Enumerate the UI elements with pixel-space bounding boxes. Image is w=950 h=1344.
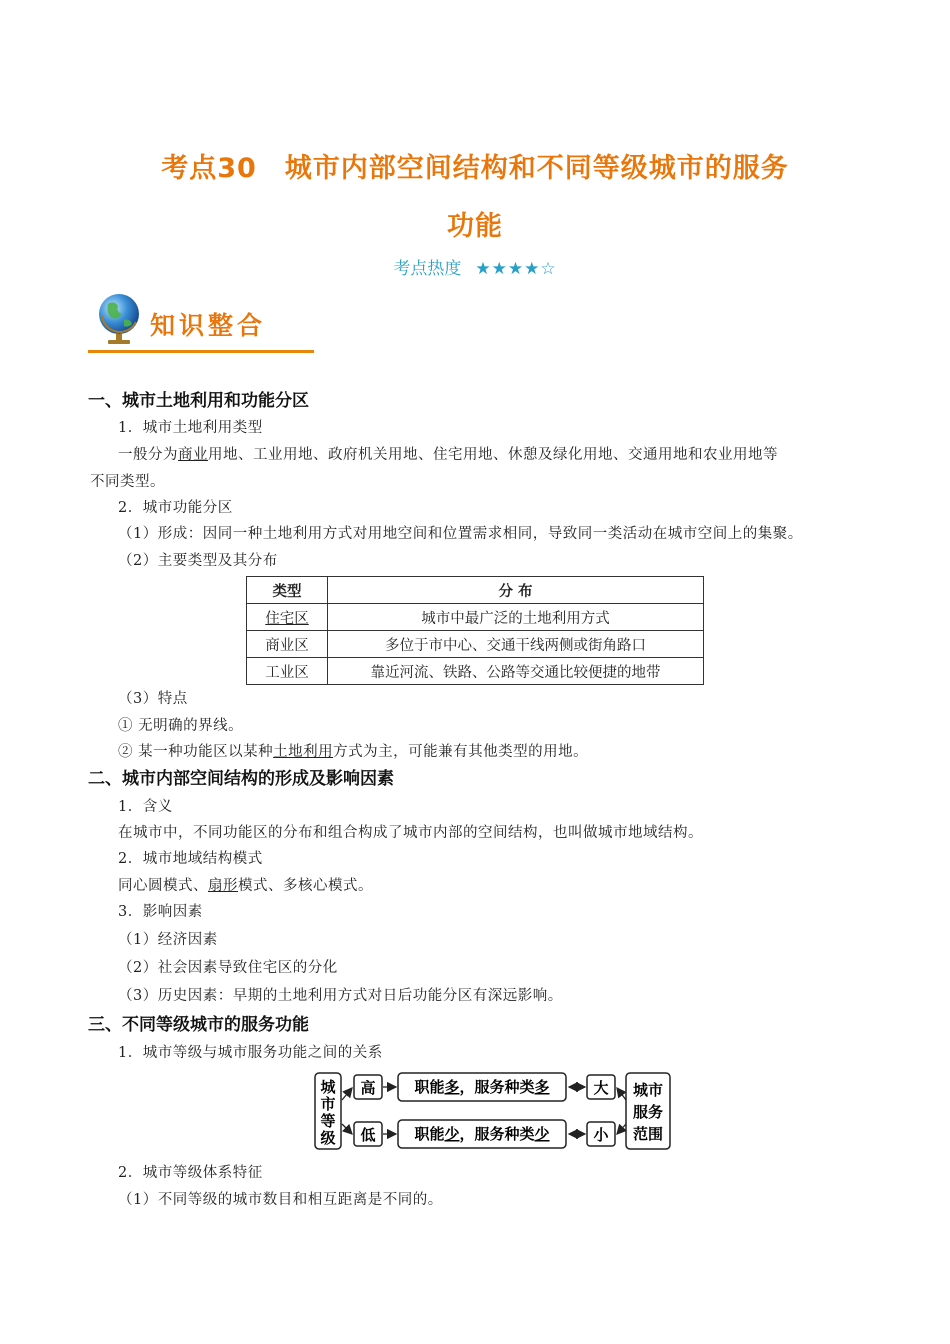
banner-underline [88, 350, 314, 353]
city-level-char: 城 [320, 1078, 336, 1096]
s1-feature-1: ① 无明确的界线。 [118, 718, 244, 734]
s1-features-label: （3）特点 [118, 691, 188, 707]
s1-sub2: 2．城市功能分区 [118, 500, 233, 516]
title-line-1: 考点30 城市内部空间结构和不同等级城市的服务 [161, 153, 789, 184]
service-range-line: 范围 [632, 1125, 664, 1143]
table-row [247, 604, 704, 631]
table-cell: 商业区 [247, 631, 328, 658]
heat-label: 考点热度 [393, 259, 462, 279]
s2-modes-post: 模式、多核心模式。 [238, 878, 373, 894]
table-row [247, 631, 704, 658]
s2-sub3: 3．影响因素 [118, 904, 203, 920]
city-level-char: 等 [320, 1112, 336, 1130]
heat-rating [0, 254, 950, 279]
table-cell: 靠近河流、铁路、公路等交通比较便捷的地带 [328, 658, 704, 685]
big-label: 大 [593, 1079, 609, 1097]
high-label: 高 [360, 1079, 376, 1097]
s2-factor-2: （2）社会因素导致住宅区的分化 [118, 960, 338, 976]
globe-icon [94, 290, 144, 348]
table-cell: 城市中最广泛的土地利用方式 [328, 604, 704, 631]
s2-sub1: 1．含义 [118, 799, 173, 815]
service-range-line: 城市 [632, 1081, 664, 1099]
s1-paragraph-1 [118, 443, 778, 464]
table-cell: 工业区 [247, 658, 328, 685]
s2-modes-pre: 同心圆模式、 [118, 878, 208, 894]
table-header-row [247, 577, 704, 604]
s1-f2-underline: 土地利用 [273, 744, 334, 760]
section-2-heading: 二、城市内部空间结构的形成及影响因素 [88, 769, 394, 789]
fewer-functions-label: 职能少，服务种类少 [414, 1125, 550, 1143]
knowledge-banner [88, 288, 318, 358]
table-header-distribution: 分 布 [328, 577, 704, 604]
s2-sub2: 2．城市地域结构模式 [118, 851, 263, 867]
s1-p1-post: 用地、工业用地、政府机关用地、住宅用地、休憩及绿化用地、交通用地和农业用地等 [208, 447, 778, 463]
s1-sub1: 1．城市土地利用类型 [118, 420, 263, 436]
table-cell: 多位于市中心、交通干线两侧或街角路口 [328, 631, 704, 658]
s2-factor-3: （3）历史因素：早期的土地利用方式对日后功能分区有深远影响。 [118, 988, 563, 1004]
function-zone-table [246, 576, 704, 685]
low-label: 低 [360, 1126, 376, 1144]
table-header-type: 类型 [247, 577, 328, 604]
s1-feature-2 [118, 740, 588, 761]
page-title [90, 140, 860, 256]
s2-modes-underline: 扇形 [208, 878, 238, 894]
title-line-2: 功能 [447, 211, 503, 242]
s1-formation: （1）形成：因同一种土地利用方式对用地空间和位置需求相同，导致同一类活动在城市空间上的集聚。 [118, 526, 803, 542]
banner-title: 知识整合 [150, 311, 267, 340]
arrow-to-low [342, 1124, 352, 1134]
s1-paragraph-1-line2: 不同类型。 [90, 474, 165, 490]
s1-types-label: （2）主要类型及其分布 [118, 553, 278, 569]
city-level-diagram [312, 1070, 674, 1154]
city-level-char: 级 [320, 1129, 336, 1147]
service-range-line: 服务 [632, 1103, 664, 1121]
s1-p1-underline: 商业 [178, 447, 208, 463]
s2-definition: 在城市中，不同功能区的分布和组合构成了城市内部的空间结构，也叫做城市地域结构。 [118, 825, 703, 841]
section-1-heading: 一、城市土地利用和功能分区 [88, 391, 309, 411]
arrow-to-high [342, 1088, 352, 1100]
arrow-to-big [617, 1088, 626, 1100]
s1-f2-post: 方式为主，可能兼有其他类型的用地。 [333, 744, 589, 760]
s2-modes [118, 874, 373, 895]
section-3-heading: 三、不同等级城市的服务功能 [88, 1015, 309, 1035]
city-level-char: 市 [320, 1095, 336, 1113]
s1-p1-pre: 一般分为 [118, 447, 178, 463]
table-row [247, 658, 704, 685]
s3-characteristic-1: （1）不同等级的城市数目和相互距离是不同的。 [118, 1192, 443, 1208]
s2-factor-1: （1）经济因素 [118, 932, 218, 948]
more-functions-label: 职能多，服务种类多 [414, 1078, 550, 1096]
s1-f2-pre: ② 某一种功能区以某种 [118, 744, 274, 760]
arrow-to-small [617, 1124, 626, 1134]
table-cell: 住宅区 [247, 604, 328, 631]
small-label: 小 [593, 1126, 609, 1144]
s3-sub2: 2．城市等级体系特征 [118, 1165, 263, 1181]
s3-sub1: 1．城市等级与城市服务功能之间的关系 [118, 1045, 383, 1061]
heat-stars: ★★★★☆ [475, 259, 557, 279]
